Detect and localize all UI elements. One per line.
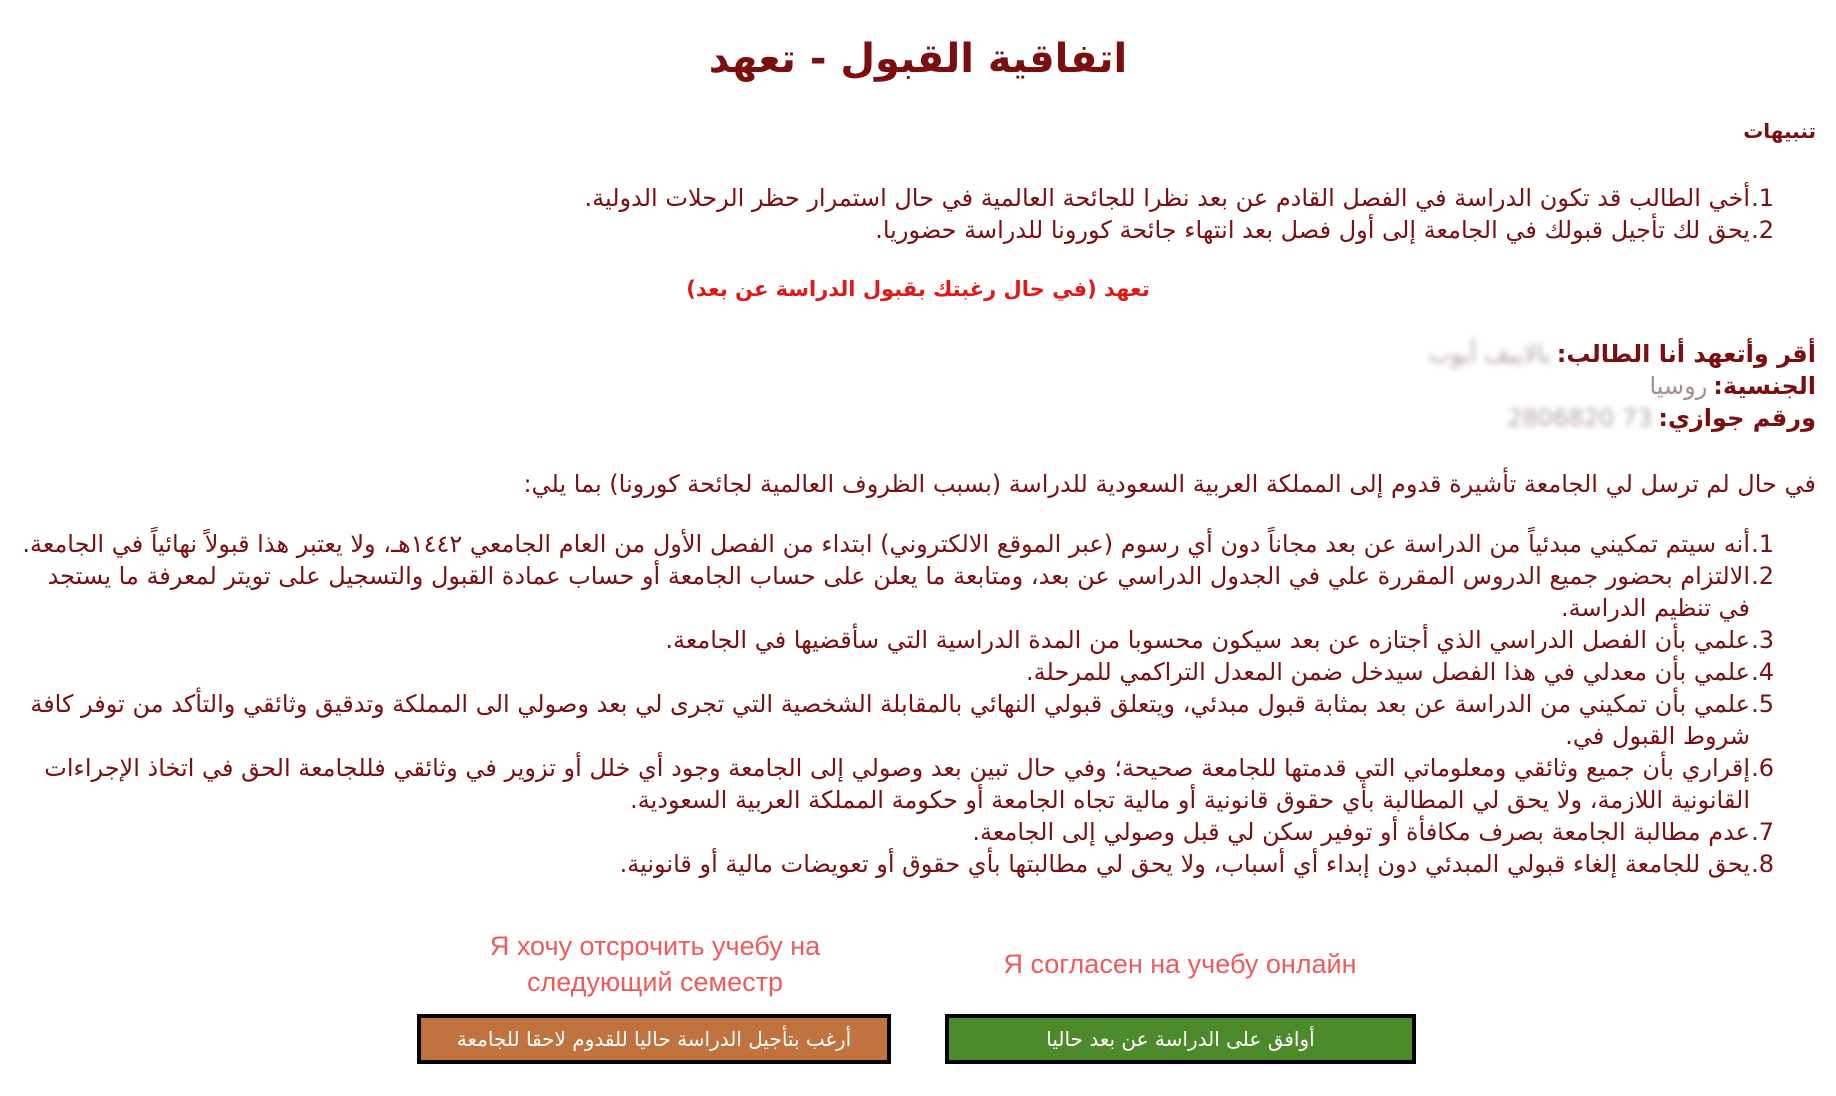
item-text: الالتزام بحضور جميع الدروس المقررة علي في الجدول الدراسي عن بعد، ومتابعة ما يعلن على حساب الجامعة أو حساب عمادة القبول والتسجيل على تويتر لمعرفة ما يستجد في تنظيم الدراسة. [47, 562, 1750, 622]
notices-heading: تنبيهات [1743, 119, 1816, 143]
passport-label: ورقم جوازي: [1658, 404, 1816, 432]
passport-value: 73 2806820 [1507, 404, 1653, 432]
item-text: علمي بأن تمكيني من الدراسة عن بعد بمثابة قبول مبدئي، ويتعلق قبولي النهائي بالمقابلة الشخصية التي تجرى لي بعد وصولي الى المملكة وتدقيق وثائقي والتأكد من توفر كافة شروط القبول في. [30, 690, 1750, 750]
student-name-label: أقر وأتعهد أنا الطالب: [1556, 340, 1816, 368]
item-number: 6. [1751, 754, 1774, 782]
item-number: 2. [1751, 216, 1774, 244]
item-number: 5. [1751, 690, 1774, 718]
item-text: أنه سيتم تمكيني مبدئياً من الدراسة عن بعد مجاناً دون أي رسوم (عبر الموقع الالكتروني) ابتداء من الفصل الأول من العام الجامعي ١٤٤٢هـ، ولا يعتبر هذا قبولاً نهائياً في الجامعة. [22, 530, 1750, 558]
item-number: 1. [1751, 530, 1774, 558]
nationality-row [1428, 370, 1816, 402]
item-text: يحق لك تأجيل قبولك في الجامعة إلى أول فصل بعد انتهاء جائحة كورونا للدراسة حضوريا. [875, 216, 1750, 244]
pledge-subtitle: تعهد (في حال رغبتك بقبول الدراسة عن بعد) [686, 277, 1150, 301]
list-item [14, 848, 1774, 880]
nationality-value: روسيا [1649, 372, 1708, 400]
item-text: عدم مطالبة الجامعة بصرف مكافأة أو توفير سكن لي قبل وصولي إلى الجامعة. [972, 818, 1750, 846]
list-item [14, 752, 1774, 816]
list-item [14, 528, 1774, 560]
nationality-label: الجنسية: [1713, 372, 1816, 400]
item-text: إقراري بأن جميع وثائقي ومعلوماتي التي قدمتها للجامعة صحيحة؛ وفي حال تبين بعد وصولي إلى الجامعة وجود أي خلل أو تزوير في وثائقي فللجامعة الحق في اتخاذ الإجراءات القانونية اللازمة، ولا يحق لي المطالبة بأي حقوق قانونية أو مالية تجاه الجامعة أو حكومة المملكة العربية السعودية. [44, 754, 1750, 814]
postpone-note: Я хочу отсрочить учебу на следующий семестр [489, 931, 821, 997]
student-name-value: بالاييف أيوب [1428, 340, 1551, 368]
terms-intro: في حال لم ترسل لي الجامعة تأشيرة قدوم إلى المملكة العربية السعودية للدراسة (بسبب الظروف العالمية لجائحة كورونا) بما يلي: [523, 470, 1816, 498]
student-name-row [1428, 338, 1816, 370]
item-number: 7. [1751, 818, 1774, 846]
accept-note: Я согласен на учебу онлайн [1003, 949, 1357, 979]
terms-list [14, 528, 1774, 880]
postpone-button[interactable]: أرغب بتأجيل الدراسة حاليا للقدوم لاحقا للجامعة [417, 1014, 891, 1064]
item-number: 2. [1751, 562, 1774, 590]
item-text: يحق للجامعة إلغاء قبولي المبدئي دون إبداء أي أسباب، ولا يحق لي مطالبتها بأي حقوق أو تعويضات مالية أو قانونية. [619, 850, 1750, 878]
item-text: علمي بأن معدلي في هذا الفصل سيدخل ضمن المعدل التراكمي للمرحلة. [1026, 658, 1750, 686]
item-text: علمي بأن الفصل الدراسي الذي أجتازه عن بعد سيكون محسوبا من المدة الدراسية التي سأقضيها في الجامعة. [665, 626, 1750, 654]
list-item [14, 656, 1774, 688]
list-item [14, 624, 1774, 656]
list-item [14, 816, 1774, 848]
list-item [14, 688, 1774, 752]
item-number: 8. [1751, 850, 1774, 878]
list-item [74, 214, 1774, 246]
item-number: 4. [1751, 658, 1774, 686]
page-title: اتفاقية القبول - تعهد [708, 36, 1128, 82]
passport-row [1428, 402, 1816, 434]
item-text: أخي الطالب قد تكون الدراسة في الفصل القادم عن بعد نظرا للجائحة العالمية في حال استمرار حظر الرحلات الدولية. [584, 184, 1750, 212]
notices-list [74, 182, 1774, 246]
accept-button[interactable]: أوافق على الدراسة عن بعد حاليا [945, 1014, 1416, 1064]
item-number: 3. [1751, 626, 1774, 654]
item-number: 1. [1751, 184, 1774, 212]
student-identity [1428, 338, 1816, 434]
list-item [14, 560, 1774, 624]
list-item [74, 182, 1774, 214]
